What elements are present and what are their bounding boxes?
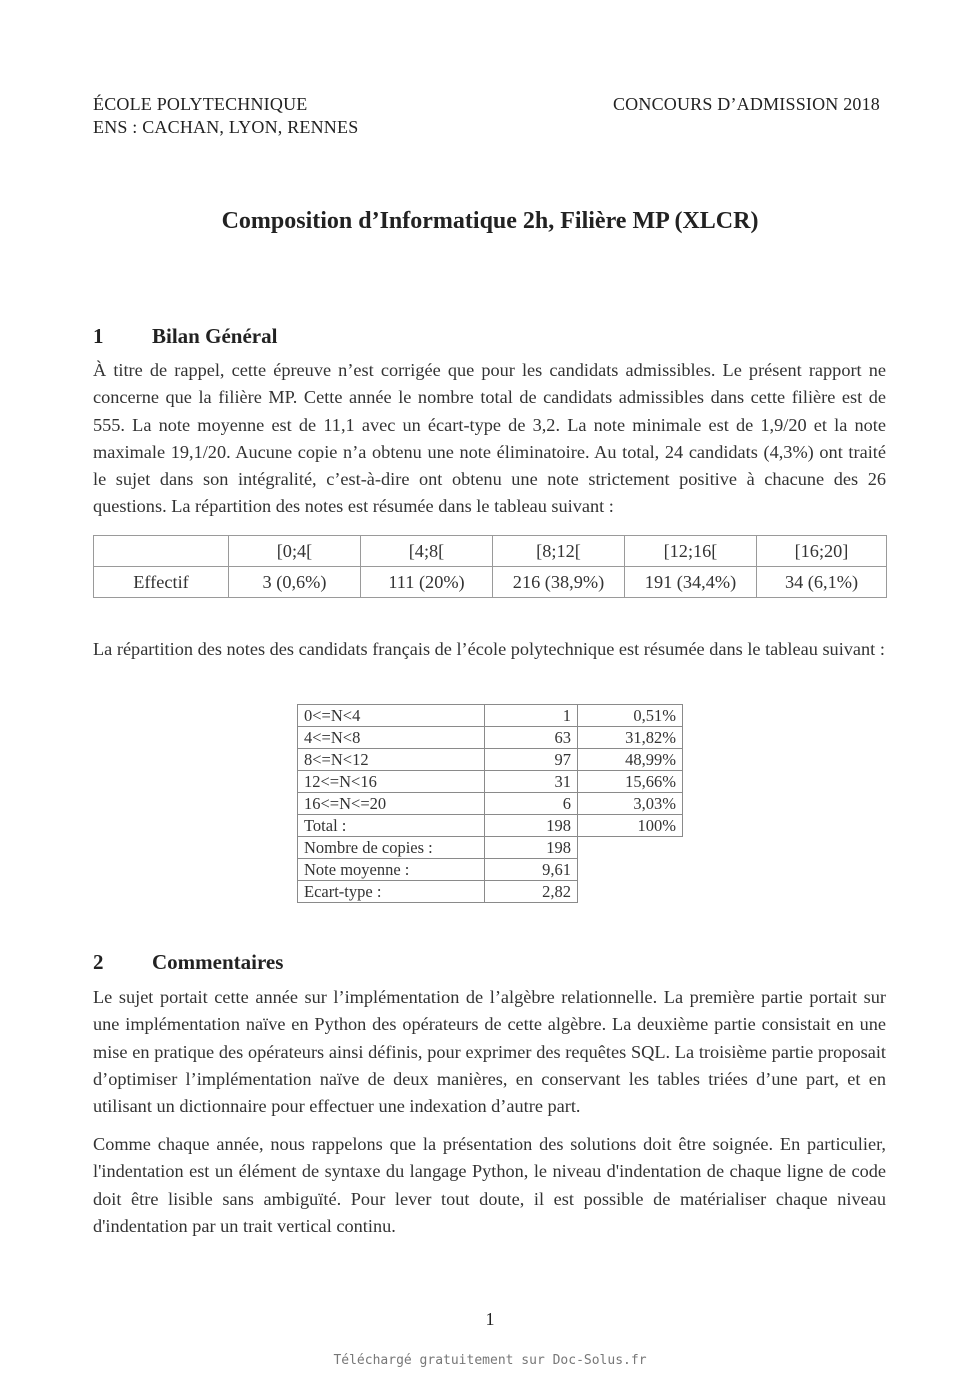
stat-value: 9,61 [485, 859, 578, 881]
table-row-label: Effectif [94, 567, 229, 598]
table-row [298, 727, 683, 749]
table-header-row [94, 536, 887, 567]
stat-value: 2,82 [485, 881, 578, 903]
table-row [298, 771, 683, 793]
section-2-paragraph: Le sujet portait cette année sur l’implémentation de l’algèbre relationnelle. La première partie portait sur une implémentation naïve en Python des opérateurs de cette algèbre. La deuxième partie consistait en une mise en pratique des opérateurs ainsi définis, pour exprimer des requêtes SQL. La troisième partie proposait d’optimiser l’implémentation naïve de deux manières, en conservant les tables triées d’une part, et en utilisant un dictionnaire pour effectuer une indexation d’autre part. [93, 987, 886, 1117]
table-cell-percent: 31,82% [578, 727, 683, 749]
table-cell-count: 1 [485, 705, 578, 727]
section-1-paragraph-2: La répartition des notes des candidats français de l’école polytechnique est résumée dans le tableau suivant : [93, 639, 885, 659]
table-row [298, 705, 683, 727]
section-2-title: Commentaires [152, 950, 284, 974]
table-row-total [298, 815, 683, 837]
table-header-cell [94, 536, 229, 567]
header-institutions [93, 93, 358, 139]
table-cell-percent: 100% [578, 815, 683, 837]
section-1-title: Bilan Général [152, 324, 278, 348]
table-header-cell: [8;12[ [493, 536, 625, 567]
table-cell: 3 (0,6%) [229, 567, 361, 598]
grade-distribution-table [93, 535, 887, 598]
table-row [298, 749, 683, 771]
table-cell-count: 97 [485, 749, 578, 771]
table-cell-percent: 15,66% [578, 771, 683, 793]
header-contest: CONCOURS D’ADMISSION 2018 [612, 94, 880, 114]
table-cell-range: 12<=N<16 [298, 771, 485, 793]
stat-label: Ecart-type : [298, 881, 485, 903]
table-cell-range: 0<=N<4 [298, 705, 485, 727]
table-cell-range: 16<=N<=20 [298, 793, 485, 815]
table-cell-range: Total : [298, 815, 485, 837]
section-2-heading [93, 950, 283, 975]
table-cell-count: 63 [485, 727, 578, 749]
table-row [94, 567, 887, 598]
table-cell: 34 (6,1%) [757, 567, 887, 598]
stat-value: 198 [485, 837, 578, 859]
section-2-number: 2 [93, 950, 104, 974]
table-row-stat [298, 859, 683, 881]
table-row [298, 793, 683, 815]
header-ens: ENS : CACHAN, LYON, RENNES [93, 117, 359, 137]
page-number: 1 [485, 1309, 495, 1329]
table-header-cell: [12;16[ [625, 536, 757, 567]
table-cell-percent: 3,03% [578, 793, 683, 815]
table-cell: 216 (38,9%) [493, 567, 625, 598]
table-cell-percent: 0,51% [578, 705, 683, 727]
stat-label: Note moyenne : [298, 859, 485, 881]
table-row-stat [298, 837, 683, 859]
section-1-heading [93, 324, 277, 349]
stat-label: Nombre de copies : [298, 837, 485, 859]
table-header-cell: [16;20] [757, 536, 887, 567]
table-header-cell: [4;8[ [361, 536, 493, 567]
section-1-number: 1 [93, 324, 104, 348]
section-1-paragraph: À titre de rappel, cette épreuve n’est corrigée que pour les candidats admissibles. Le présent rapport ne concerne que la filière MP. Cette année le nombre total de candidats admissibles dans cette filière est de 555. La note moyenne est de 11,1 avec un écart-type de 3,2. La note minimale est de 1,9/20 et la note maximale 19,1/20. Aucune copie n’a obtenu une note éliminatoire. Au total, 24 candidats (4,3%) ont traité le sujet dans son intégralité, c’est-à-dire ont obtenu une note strictement positive à chacune des 26 questions. La répartition des notes est résumée dans le tableau suivant : [93, 360, 886, 517]
table-row-stat [298, 881, 683, 903]
download-footer: Téléchargé gratuitement sur Doc-Solus.fr [333, 1353, 647, 1368]
table-cell: 111 (20%) [361, 567, 493, 598]
table-cell: 191 (34,4%) [625, 567, 757, 598]
table-cell-range: 4<=N<8 [298, 727, 485, 749]
header-school: ÉCOLE POLYTECHNIQUE [93, 94, 308, 114]
page-title: Composition d’Informatique 2h, Filière MP (XLCR) [221, 208, 759, 234]
table-cell-count: 6 [485, 793, 578, 815]
table-cell-percent: 48,99% [578, 749, 683, 771]
section-2-paragraph-2: Comme chaque année, nous rappelons que la présentation des solutions doit être soignée. En particulier, l'indentation est un élément de syntaxe du langage Python, le niveau d'indentation de chaque ligne de code doit être lisible sans ambiguïté. Pour lever tout doute, il est possible de matérialiser chaque niveau d'indentation par un trait vertical continu. [93, 1134, 886, 1236]
table-cell-count: 31 [485, 771, 578, 793]
table-header-cell: [0;4[ [229, 536, 361, 567]
table-cell-count: 198 [485, 815, 578, 837]
polytechnique-distribution-table [297, 704, 683, 903]
table-cell-range: 8<=N<12 [298, 749, 485, 771]
